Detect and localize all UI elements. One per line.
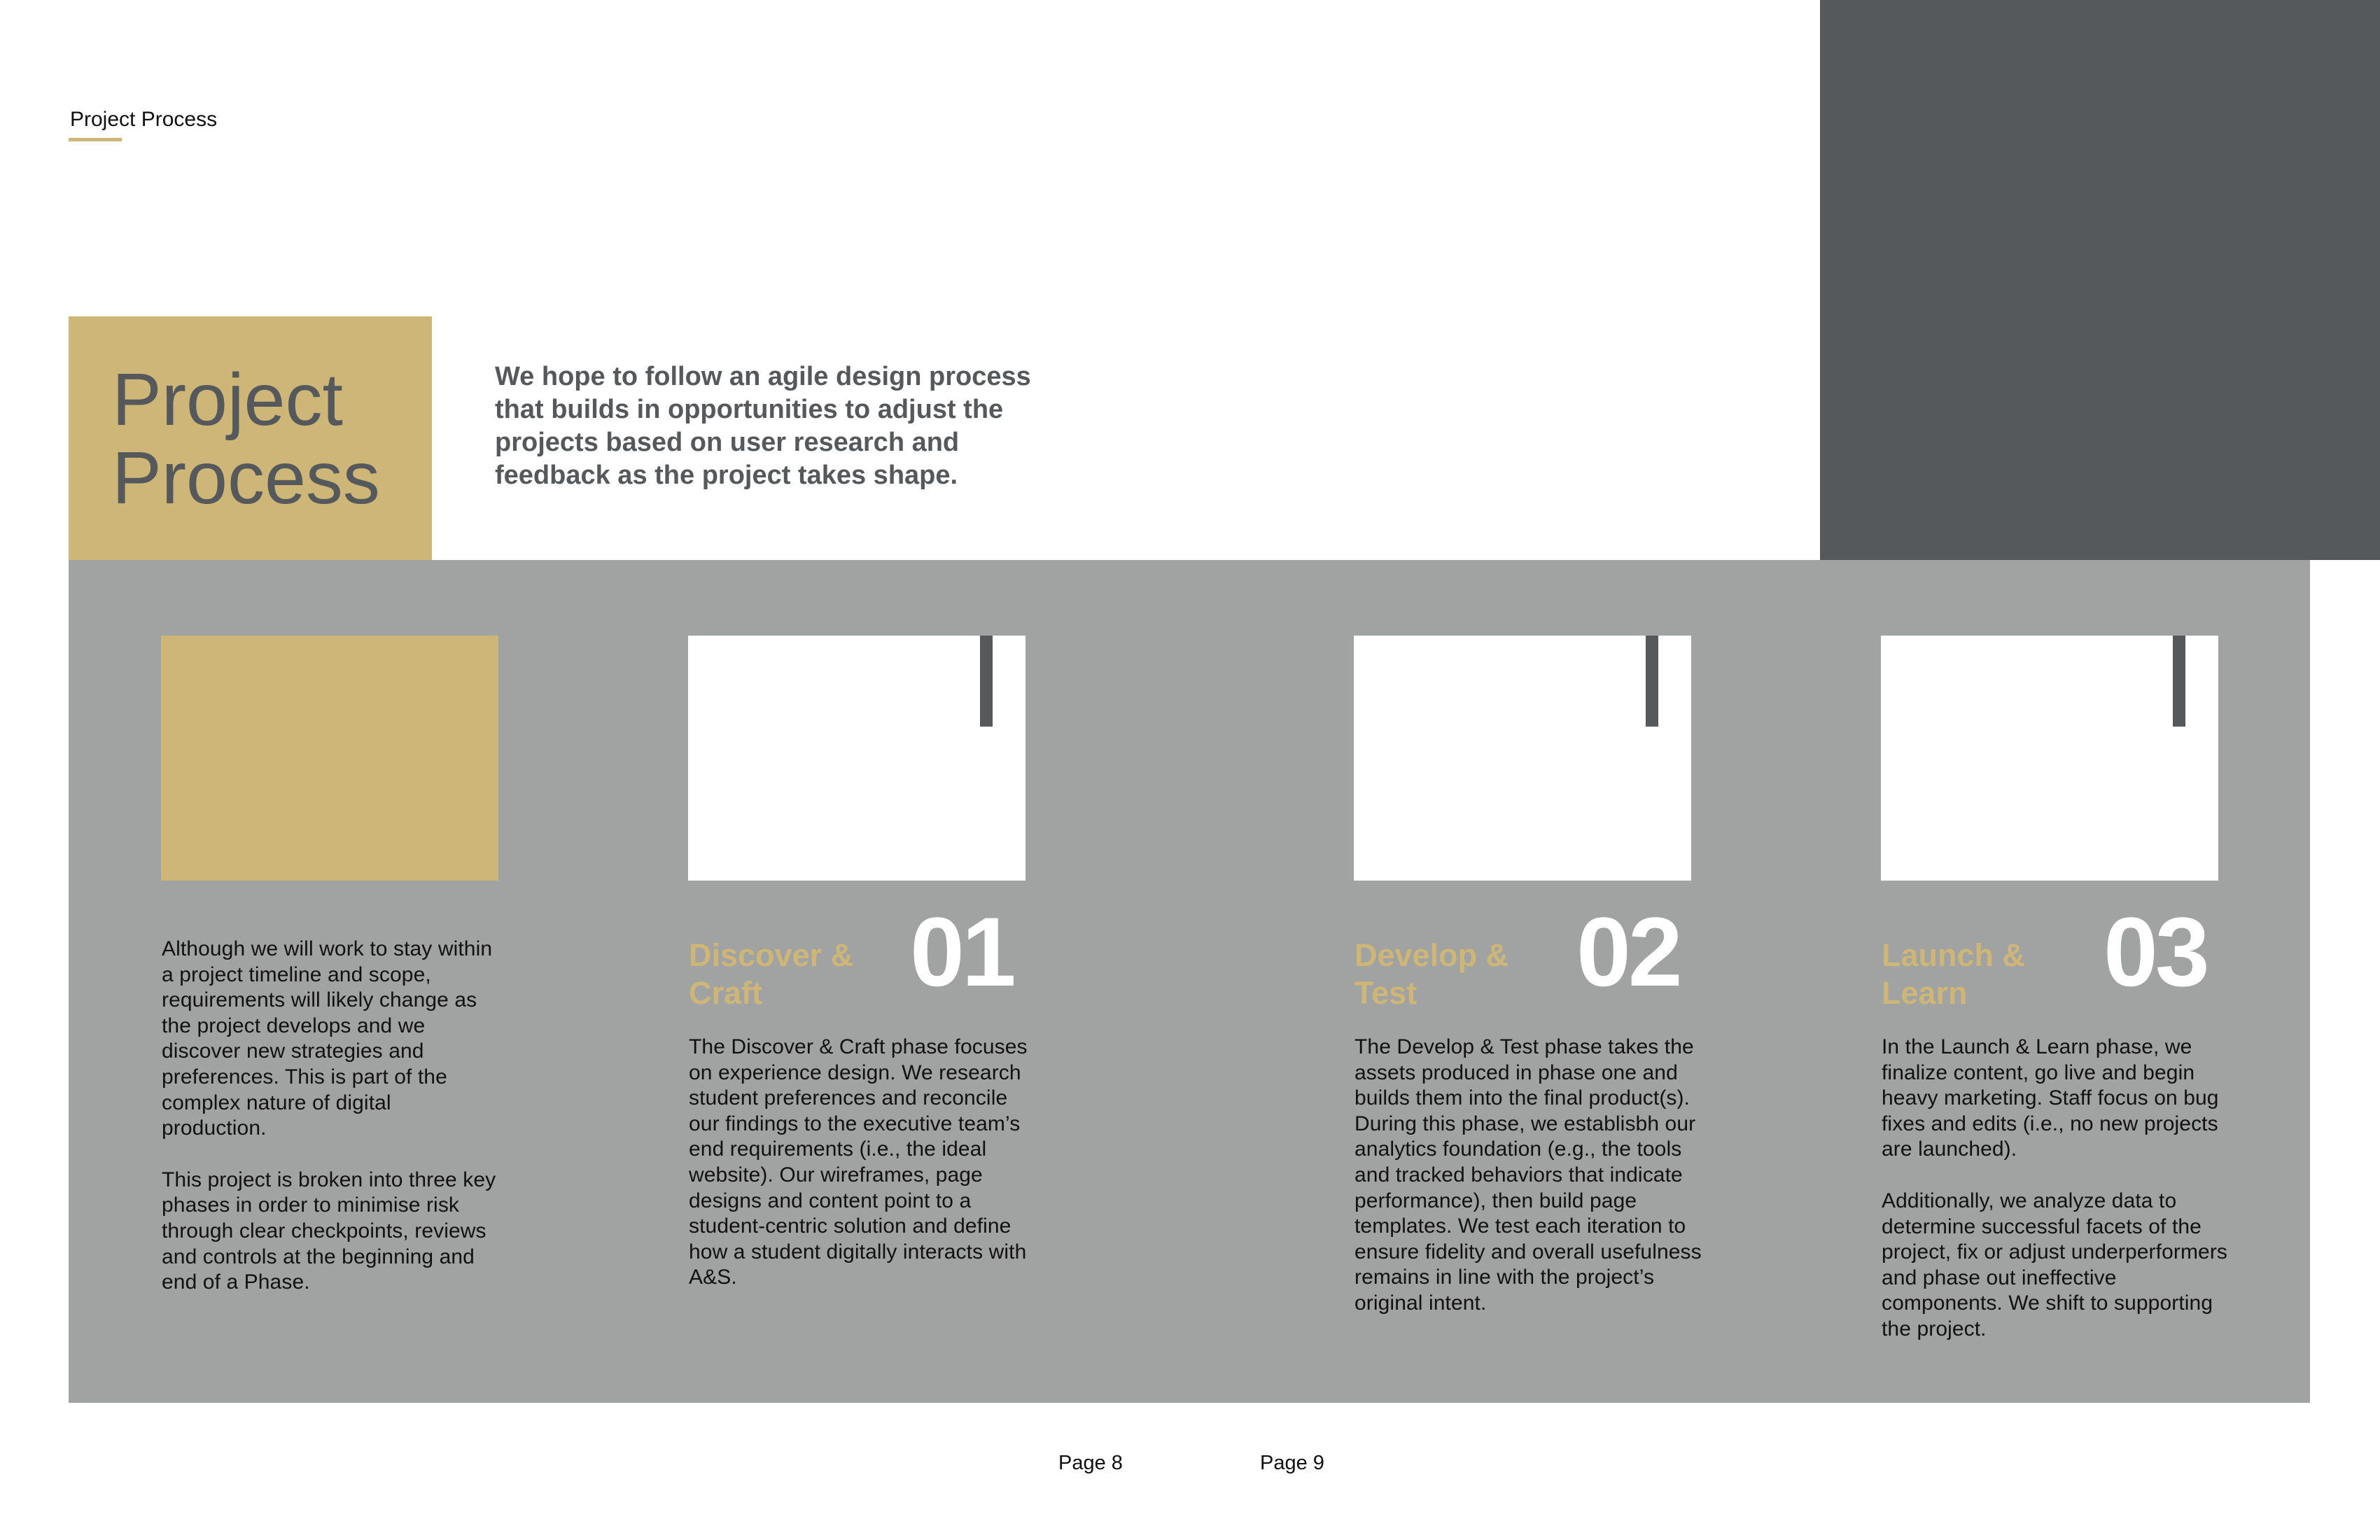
phase-2-description [1354,1035,1704,1343]
phase-3-title-line-2: Learn [1882,975,1968,1011]
phase-3-title [1882,937,2092,1012]
phase-3-image-placeholder [1881,636,2218,881]
phase-1-title-line-1: Discover & [689,937,854,973]
phase-1-number: 01 [910,897,1014,1007]
phase-2-number: 02 [1576,897,1680,1007]
phase-2-image-placeholder [1354,636,1691,881]
phase-2-title-line-2: Test [1354,975,1418,1011]
page-title-line-2: Process [112,437,380,519]
phase-1-image-placeholder [688,636,1026,881]
phase-3-paragraph-2: Additionally, we analyze data to determine successful facets of the project, fix or adjust underperformers and phase out ineffective components. We shift to supporting the project. [1882,1189,2228,1340]
phase-1-accent-bar [980,636,993,727]
overview-paragraph-2: This project is broken into three key phases in order to minimise risk through clear checkpoints, reviews and controls at the beginning and end of a Phase. [162,1168,496,1294]
phase-1-description [689,1035,1039,1317]
phase-3-accent-bar [2173,636,2185,727]
phase-2-title [1354,937,1564,1012]
phase-3-number: 03 [2104,897,2207,1007]
phase-3-title-line-1: Launch & [1882,937,2026,973]
section-label-underline [69,138,122,141]
intro-text: We hope to follow an agile design process that builds in opportunities to adjust the projects based on user research and feedback as the project takes shape. [495,362,1031,490]
page-number-right: Page 9 [1260,1452,1324,1474]
page-number-left: Page 8 [1058,1452,1123,1474]
phase-2-accent-bar [1646,636,1658,727]
overview-text [162,937,498,1322]
phase-1-title [689,937,899,1012]
page-title-line-1: Project [112,358,343,441]
phase-3-description [1882,1035,2232,1368]
phase-1-paragraph-1: The Discover & Craft phase focuses on experience design. We research student preferences and reconcile our findings to the executive team’s end requirements (i.e., the ideal website). Our wireframes, page designs and content point to a student-centric solution and define how a student digitally interacts with A&S. [689,1035,1028,1289]
phase-1-title-line-2: Craft [689,975,763,1011]
overview-image-placeholder [161,636,498,881]
phase-2-paragraph-1: The Develop & Test phase takes the assets produced in phase one and builds them into the final product(s). During this phase, we establisbh our analytics foundation (e.g., the tools and tracked behaviors that indicate performance), then build page templates. We test each iteration to ensure fidelity and overall usefulness remains in line with the project’s original intent. [1354,1035,1702,1315]
page-title [112,360,380,517]
phase-2-title-line-1: Develop & [1354,937,1509,973]
section-label: Project Process [70,108,218,131]
phase-3-paragraph-1: In the Launch & Learn phase, we finalize content, go live and begin heavy marketing. Staff focus on bug fixes and edits (i.e., no new projects are launched). [1882,1035,2219,1161]
dark-decorative-block [1820,0,2380,560]
overview-paragraph-1: Although we will work to stay within a project timeline and scope, requirements will likely change as the project develops and we discover new strategies and preferences. This is part of the complex nature of digital production. [162,937,493,1140]
